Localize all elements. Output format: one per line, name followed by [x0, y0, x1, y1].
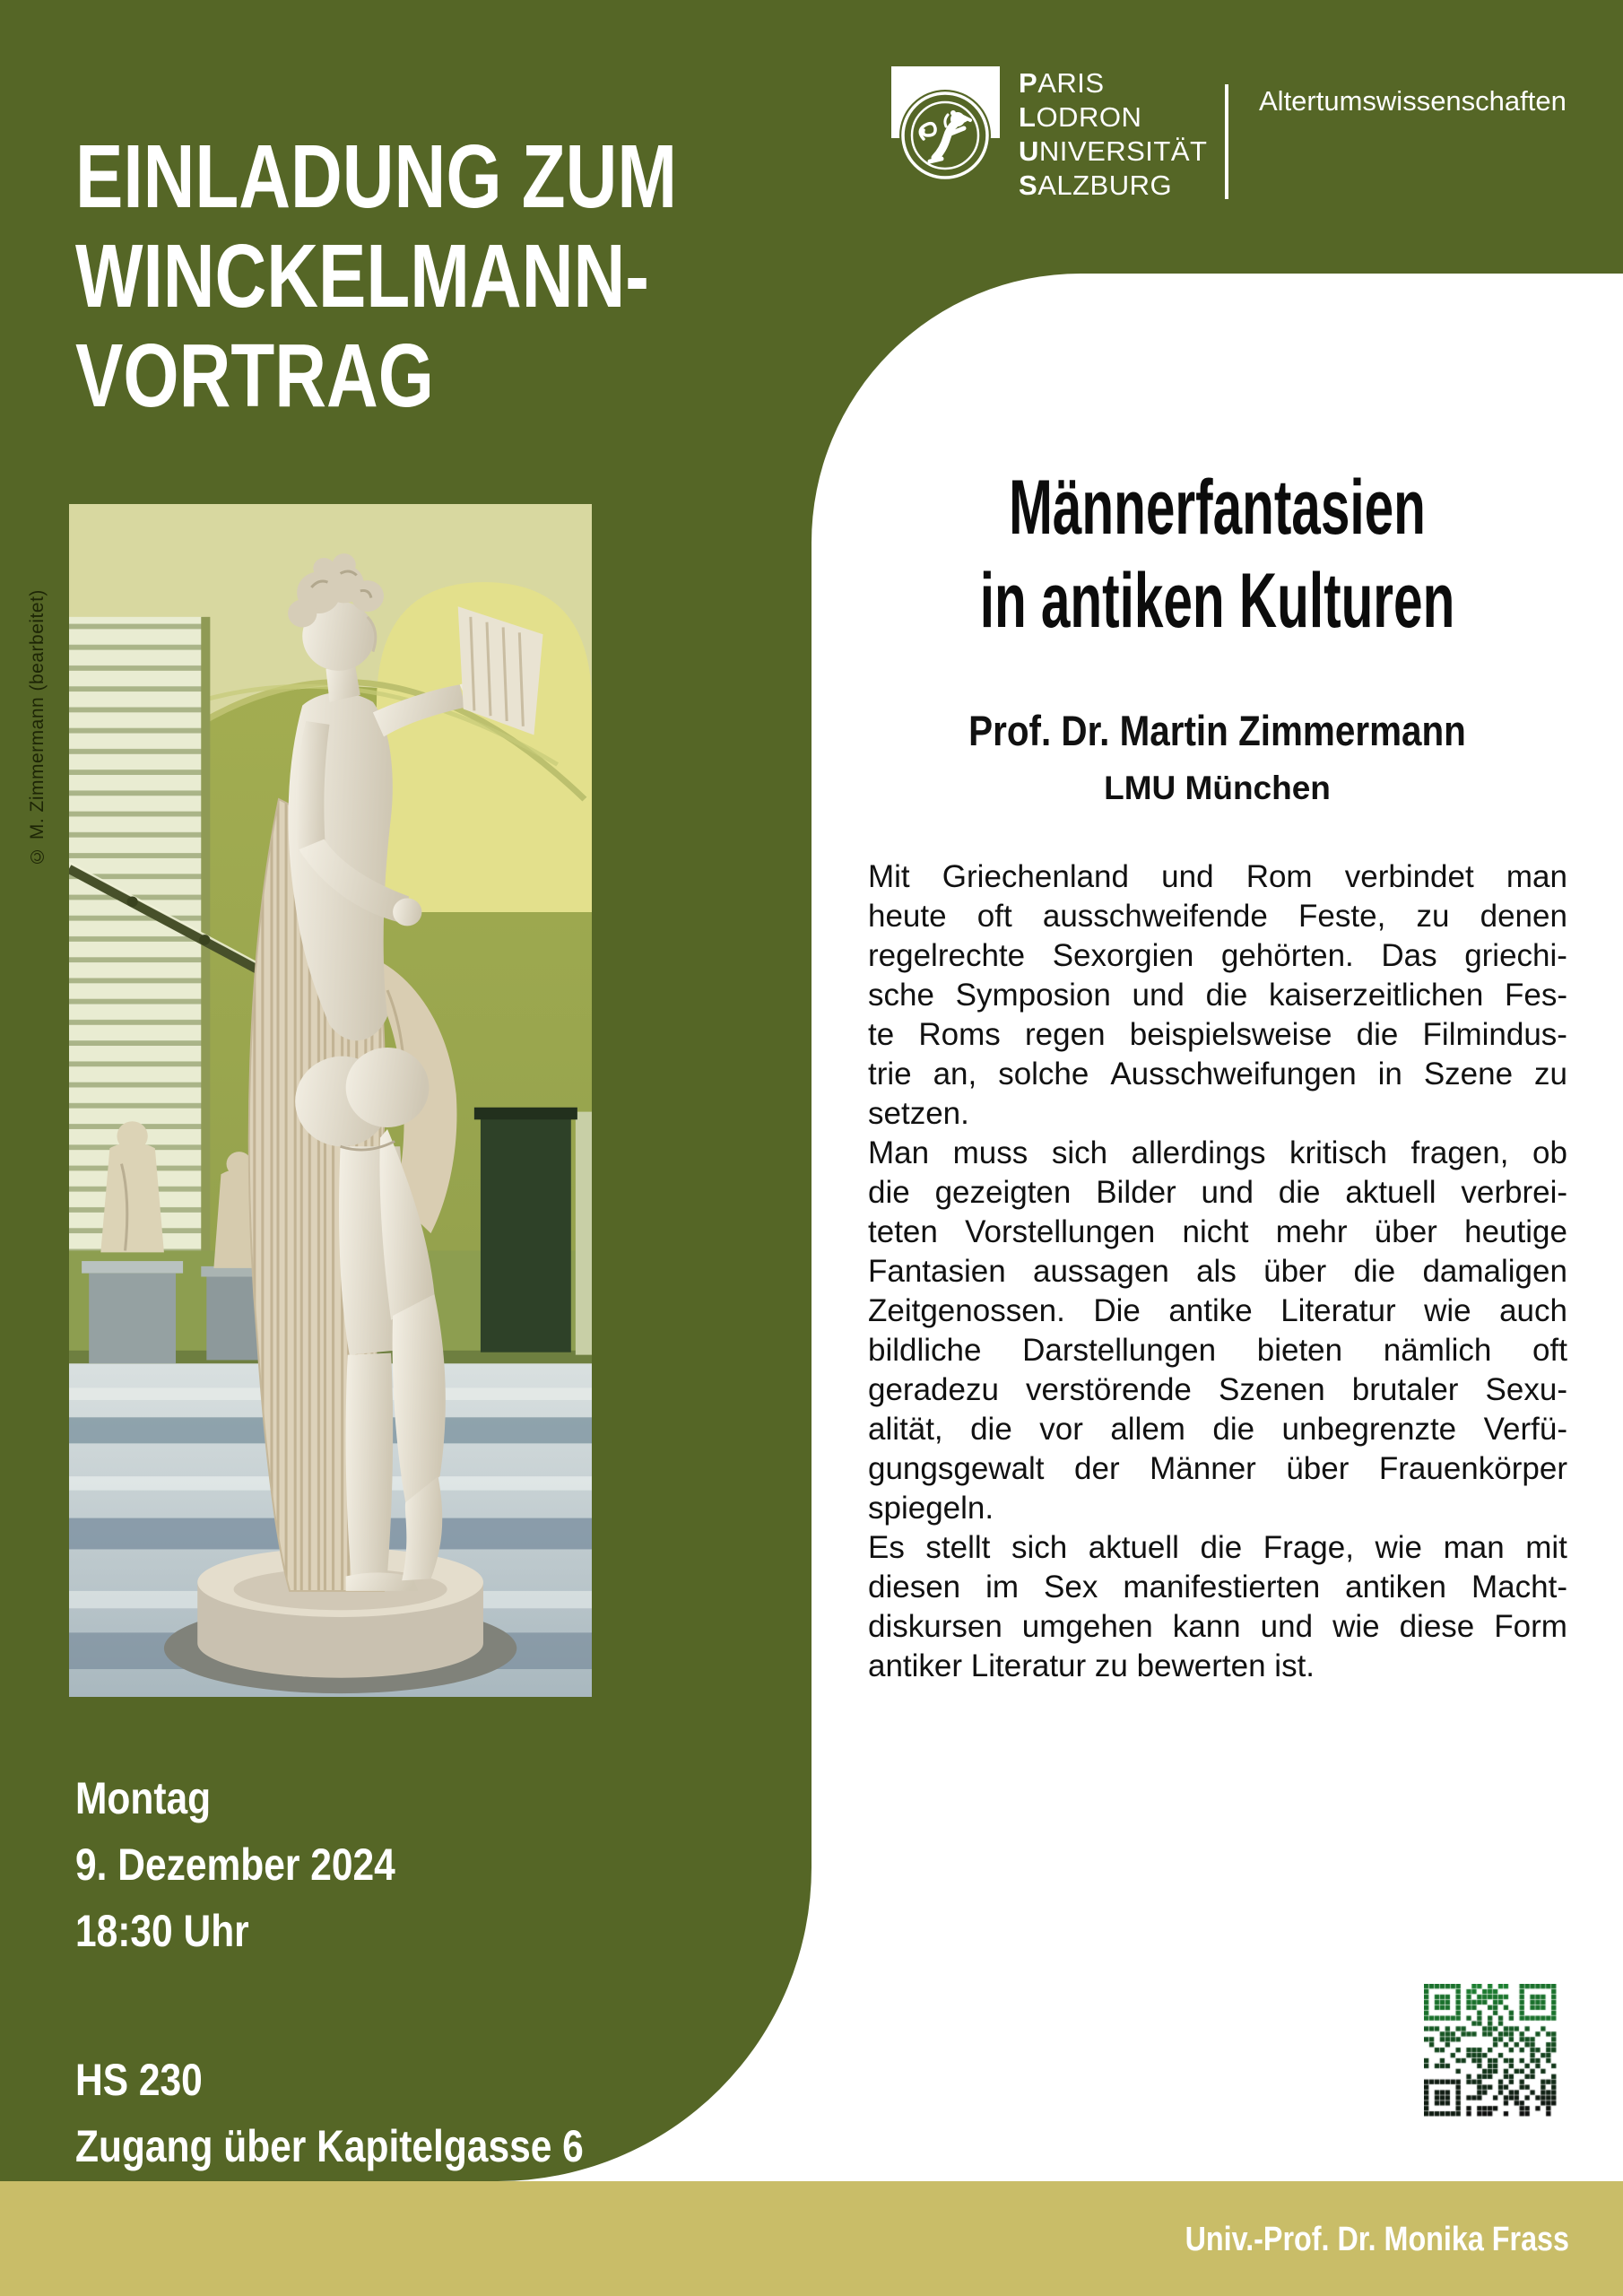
department-label: Altertumswissenschaften: [1259, 85, 1567, 117]
lecture-title-line: Männerfantasien: [1009, 465, 1426, 551]
wordmark-row: LODRON: [1019, 101, 1142, 133]
abstract-line: sche Symposion und die kaiserzeitlichen Fes-: [868, 978, 1567, 1013]
invite-title-line: VORTRAG: [75, 326, 434, 426]
organizer-name: Univ.-Prof. Dr. Monika Frass: [1185, 2221, 1569, 2258]
abstract-line: Fantasien aussagen als über die damaligen: [868, 1254, 1567, 1289]
photo-credit: © M. Zimmermann (bearbeitet): [27, 589, 48, 866]
abstract-line: setzen.: [868, 1096, 969, 1131]
plus-wordmark: [1019, 66, 1207, 203]
abstract-line: te Roms regen beispielsweise die Filmindus-: [868, 1017, 1567, 1052]
footer-band: [0, 2181, 1623, 2296]
university-logo: [888, 63, 1004, 188]
abstract-line: geradezu verstörende Szenen brutaler Sexu-: [868, 1372, 1567, 1407]
qr-code: [1424, 1984, 1557, 2117]
abstract-line: regelrechte Sexorgien gehörten. Das griechi-: [868, 938, 1567, 973]
event-location: [75, 2047, 584, 2179]
event-room: HS 230: [75, 2055, 203, 2105]
header-divider: [1225, 84, 1228, 199]
lion-seal-icon: [899, 90, 991, 181]
wordmark-row: PARIS: [1019, 67, 1105, 99]
lecture-title-line: in antiken Kulturen: [979, 558, 1455, 644]
abstract-line: diesen im Sex manifestierten antiken Macht-: [868, 1570, 1567, 1605]
lecture-abstract: [868, 857, 1567, 1686]
event-datetime: [75, 1765, 395, 1964]
abstract-line: antiker Literatur zu bewerten ist.: [868, 1648, 1315, 1683]
event-weekday: Montag: [75, 1773, 212, 1823]
speaker-affiliation: LMU München: [1104, 770, 1331, 806]
abstract-line: Mit Griechenland und Rom verbindet man: [868, 859, 1567, 894]
abstract-line: bildliche Darstellungen bieten nämlich oft: [868, 1333, 1567, 1368]
abstract-line: spiegeln.: [868, 1491, 994, 1526]
abstract-line: die gezeigten Bilder und die aktuell verbrei-: [868, 1175, 1567, 1210]
abstract-line: Man muss sich allerdings kritisch fragen, ob: [868, 1135, 1567, 1170]
invite-title-line: EINLADUNG ZUM: [75, 126, 678, 227]
abstract-line: alität, die vor allem die unbegrenzte Verfü-: [868, 1412, 1567, 1447]
abstract-line: trie an, solche Ausschweifungen in Szene zu: [868, 1057, 1567, 1091]
invite-title-line: WINCKELMANN-: [75, 226, 649, 326]
speaker-block: [812, 707, 1623, 809]
speaker-name: Prof. Dr. Martin Zimmermann: [968, 707, 1466, 754]
statue-photo: [69, 504, 592, 1697]
lecture-title: [942, 461, 1493, 648]
event-time: 18:30 Uhr: [75, 1906, 249, 1956]
event-date: 9. Dezember 2024: [75, 1839, 395, 1890]
abstract-line: diskursen umgehen kann und wie diese Form: [868, 1609, 1567, 1644]
invite-title: [75, 127, 677, 426]
abstract-line: teten Vorstellungen nicht mehr über heutige: [868, 1214, 1567, 1249]
wordmark-row: SALZBURG: [1019, 170, 1173, 201]
wordmark-row: UNIVERSITÄT: [1019, 135, 1208, 167]
abstract-line: Es stellt sich aktuell die Frage, wie man mit: [868, 1530, 1567, 1565]
abstract-line: Zeitgenossen. Die antike Literatur wie auch: [868, 1293, 1567, 1328]
abstract-line: heute oft ausschweifende Feste, zu denen: [868, 899, 1567, 934]
event-access: Zugang über Kapitelgasse 6: [75, 2121, 584, 2171]
abstract-line: gungsgewalt der Männer über Frauenkörper: [868, 1451, 1567, 1486]
